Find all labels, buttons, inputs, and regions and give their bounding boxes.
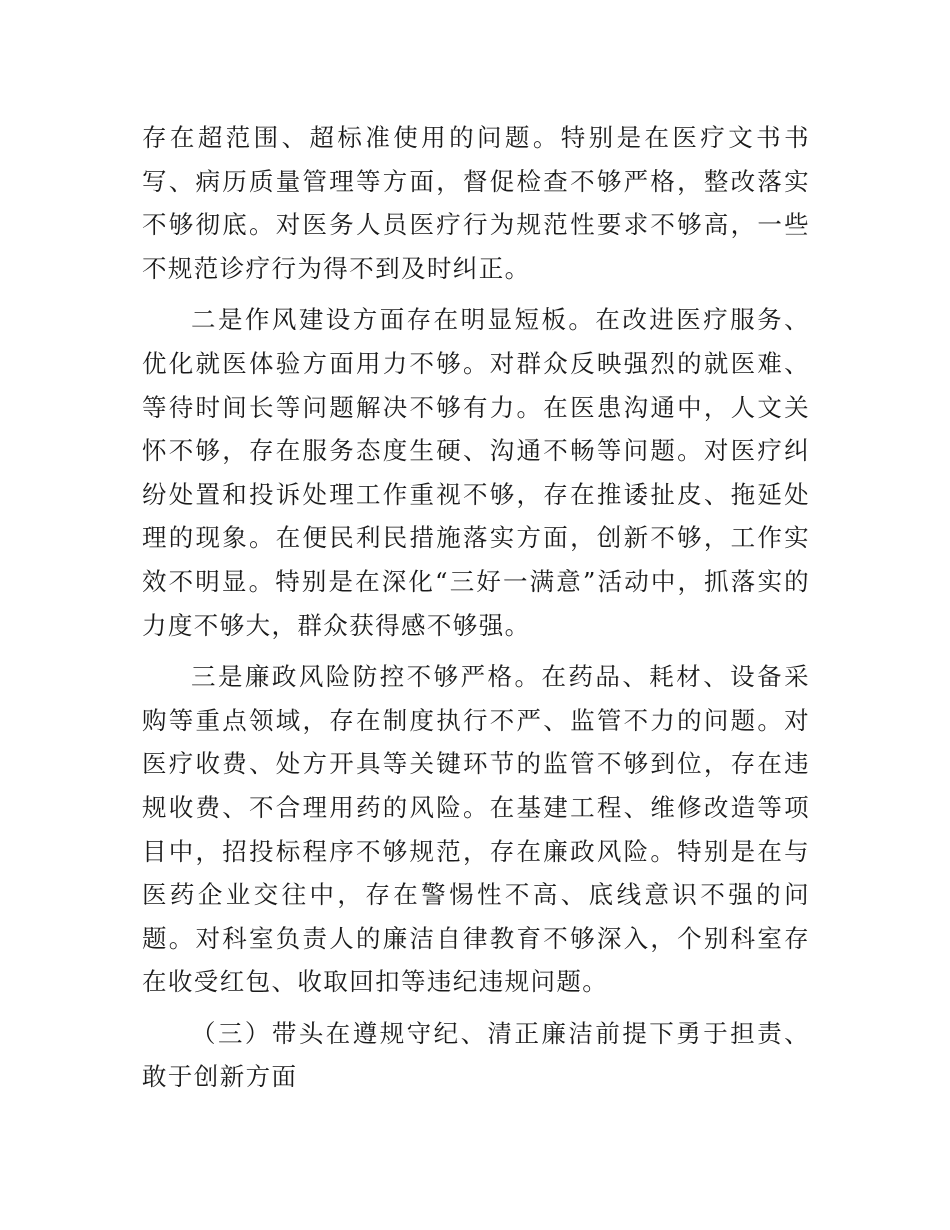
paragraph-work-style: 二是作风建设方面存在明显短板。在改进医疗服务、优化就医体验方面用力不够。对群众反映强烈的就医难、等待时间长等问题解决不够有力。在医患沟通中，人文关怀不够，存在服务态度生硬、沟通不畅等问题。对医疗纠纷处置和投诉处理工作重视不够，存在推诿扯皮、拖延处理的现象。在便民利民措施落实方面，创新不够，工作实效不明显。特别是在深化“三好一满意”活动中，抓落实的力度不够大，群众获得感不够强。	[142, 305, 810, 640]
document-body	[142, 116, 810, 1107]
paragraph-integrity-risk: 三是廉政风险防控不够严格。在药品、耗材、设备采购等重点领域，存在制度执行不严、监管不力的问题。对医疗收费、处方开具等关键环节的监管不够到位，存在违规收费、不合理用药的风险。在基建工程、维修改造等项目中，招投标程序不够规范，存在廉政风险。特别是在与医药企业交往中，存在警惕性不高、底线意识不强的问题。对科室负责人的廉洁自律教育不够深入，个别科室存在收受红包、收取回扣等违纪违规问题。	[142, 662, 810, 997]
section-heading: （三）带头在遵规守纪、清正廉洁前提下勇于担责、敢于创新方面	[142, 1018, 810, 1092]
paragraph-continued: 存在超范围、超标准使用的问题。特别是在医疗文书书写、病历质量管理等方面，督促检查不够严格，整改落实不够彻底。对医务人员医疗行为规范性要求不够高，一些不规范诊疗行为得不到及时纠正。	[142, 123, 810, 283]
